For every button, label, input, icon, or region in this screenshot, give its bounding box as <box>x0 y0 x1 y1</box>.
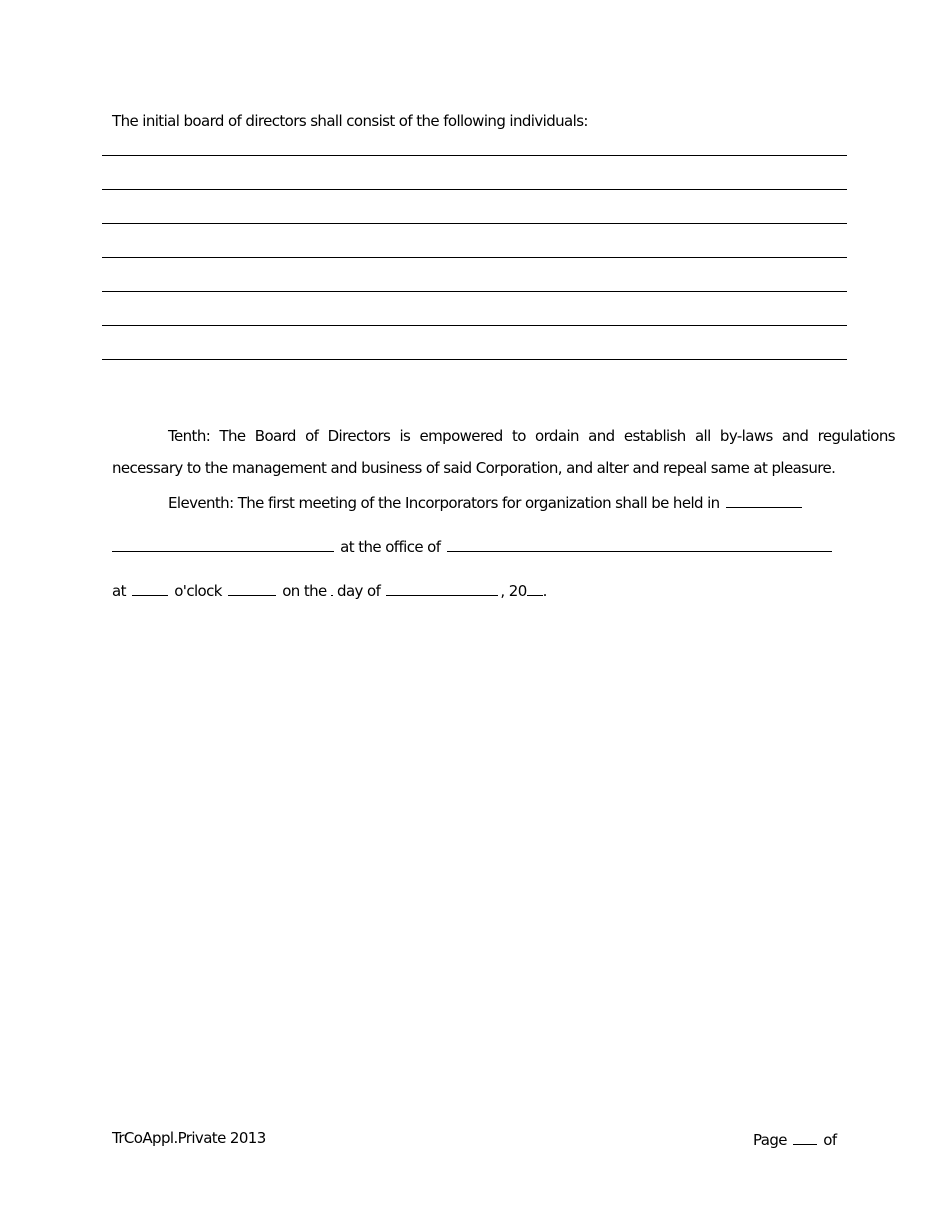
tenth-article-line-2: necessary to the management and business of said Corporation, and alter and repeal same at pleasure. <box>112 459 836 477</box>
page-label: Page <box>753 1131 787 1149</box>
at-label: at <box>112 582 126 600</box>
tenth-article-line-1: Tenth: The Board of Directors is empowered to ordain and establish all by-laws and regulations <box>168 427 895 445</box>
oclock-label: o'clock <box>174 582 222 600</box>
board-intro-text: The initial board of directors shall consist of the following individuals: <box>112 112 588 130</box>
at-office-of-label: at the office of <box>340 538 441 556</box>
director-line-4[interactable] <box>102 257 847 291</box>
director-line-7[interactable] <box>102 359 847 360</box>
director-line-5[interactable] <box>102 291 847 325</box>
day-blank[interactable] <box>331 580 333 596</box>
year-prefix-label: , 20 <box>500 582 527 600</box>
office-of-blank[interactable] <box>447 536 832 552</box>
hour-blank[interactable] <box>132 580 168 596</box>
footer-page-number <box>753 1129 837 1149</box>
year-blank[interactable] <box>527 580 543 596</box>
director-line-2[interactable] <box>102 189 847 223</box>
am-pm-blank[interactable] <box>228 580 276 596</box>
footer-document-id: TrCoAppl.Private 2013 <box>112 1129 266 1147</box>
period-label: . <box>542 582 547 600</box>
director-line-3[interactable] <box>102 223 847 257</box>
meeting-location-blank-1[interactable] <box>726 492 802 508</box>
meeting-time-line <box>112 580 547 600</box>
directors-list-blanks <box>102 155 847 360</box>
on-the-label: on the <box>282 582 327 600</box>
page-number-blank[interactable] <box>793 1129 817 1145</box>
director-line-1[interactable] <box>102 155 847 189</box>
meeting-location-line <box>112 536 834 556</box>
day-of-label: day of <box>337 582 381 600</box>
eleventh-article-line-1 <box>168 492 804 512</box>
eleventh-text: Eleventh: The first meeting of the Incorporators for organization shall be held in <box>168 494 720 512</box>
director-line-6[interactable] <box>102 325 847 359</box>
of-label: of <box>823 1131 837 1149</box>
month-blank[interactable] <box>386 580 498 596</box>
meeting-location-blank-2[interactable] <box>112 536 334 552</box>
